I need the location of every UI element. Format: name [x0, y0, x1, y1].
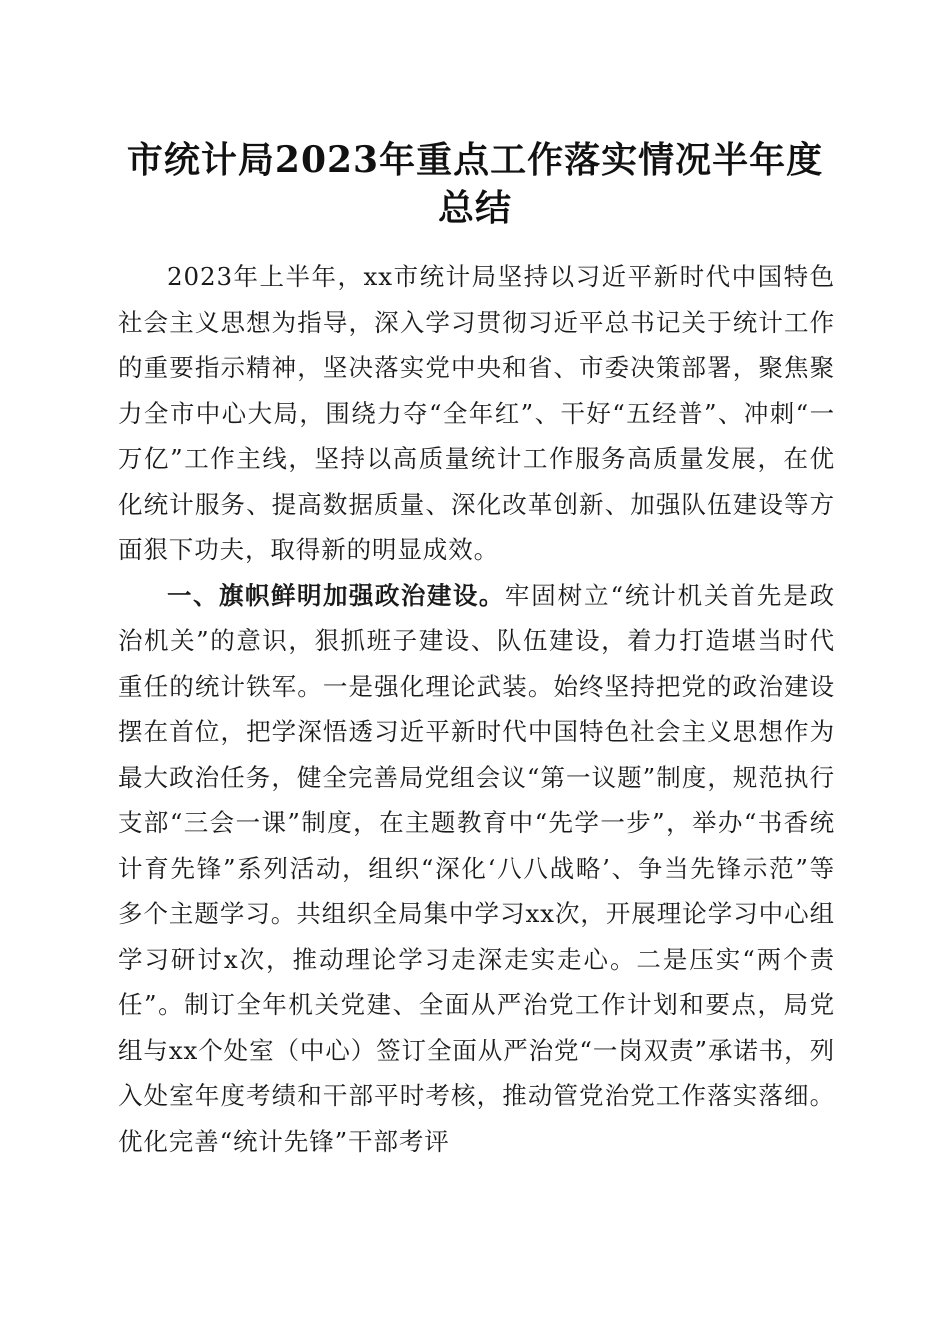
document-body	[118, 254, 835, 1164]
paragraph-section-1	[118, 573, 835, 1165]
paragraph-intro	[118, 254, 835, 573]
section-1-heading: 一、旗帜鲜明加强政治建设。	[167, 580, 505, 610]
section-1-text: 牢固树立“统计机关首先是政治机关”的意识，狠抓班子建设、队伍建设，着力打造堪当时代重任的统计铁军。一是强化理论武装。始终坚持把党的政治建设摆在首位，把学深悟透习近平新时代中国特色社会主义思想作为最大政治任务，健全完善局党组会议“第一议题”制度，规范执行支部“三会一课”制度，在主题教育中“先学一步”，举办“书香统计育先锋”系列活动，组织“深化‘八八战略’、争当先锋示范”等多个主题学习。共组织全局集中学习xx次，开展理论学习中心组学习研讨x次，推动理论学习走深走实走心。二是压实“两个责任”。制订全年机关党建、全面从严治党工作计划和要点，局党组与xx个处室（中心）签订全面从严治党“一岗双责”承诺书，列入处室年度考绩和干部平时考核，推动管党治党工作落实落细。优化完善“统计先锋”干部考评	[118, 580, 836, 1156]
document-title: 市统计局2023年重点工作落实情况半年度总结	[126, 139, 824, 229]
paragraph-intro-text: 2023年上半年，xx市统计局坚持以习近平新时代中国特色社会主义思想为指导，深入学习贯彻习近平总书记关于统计工作的重要指示精神，坚决落实党中央和省、市委决策部署，聚焦聚力全市中心大局，围绕力夺“全年红”、干好“五经普”、冲刺“一万亿”工作主线，坚持以高质量统计工作服务高质量发展，在优化统计服务、提高数据质量、深化改革创新、加强队伍建设等方面狠下功夫，取得新的明显成效。	[118, 262, 835, 564]
